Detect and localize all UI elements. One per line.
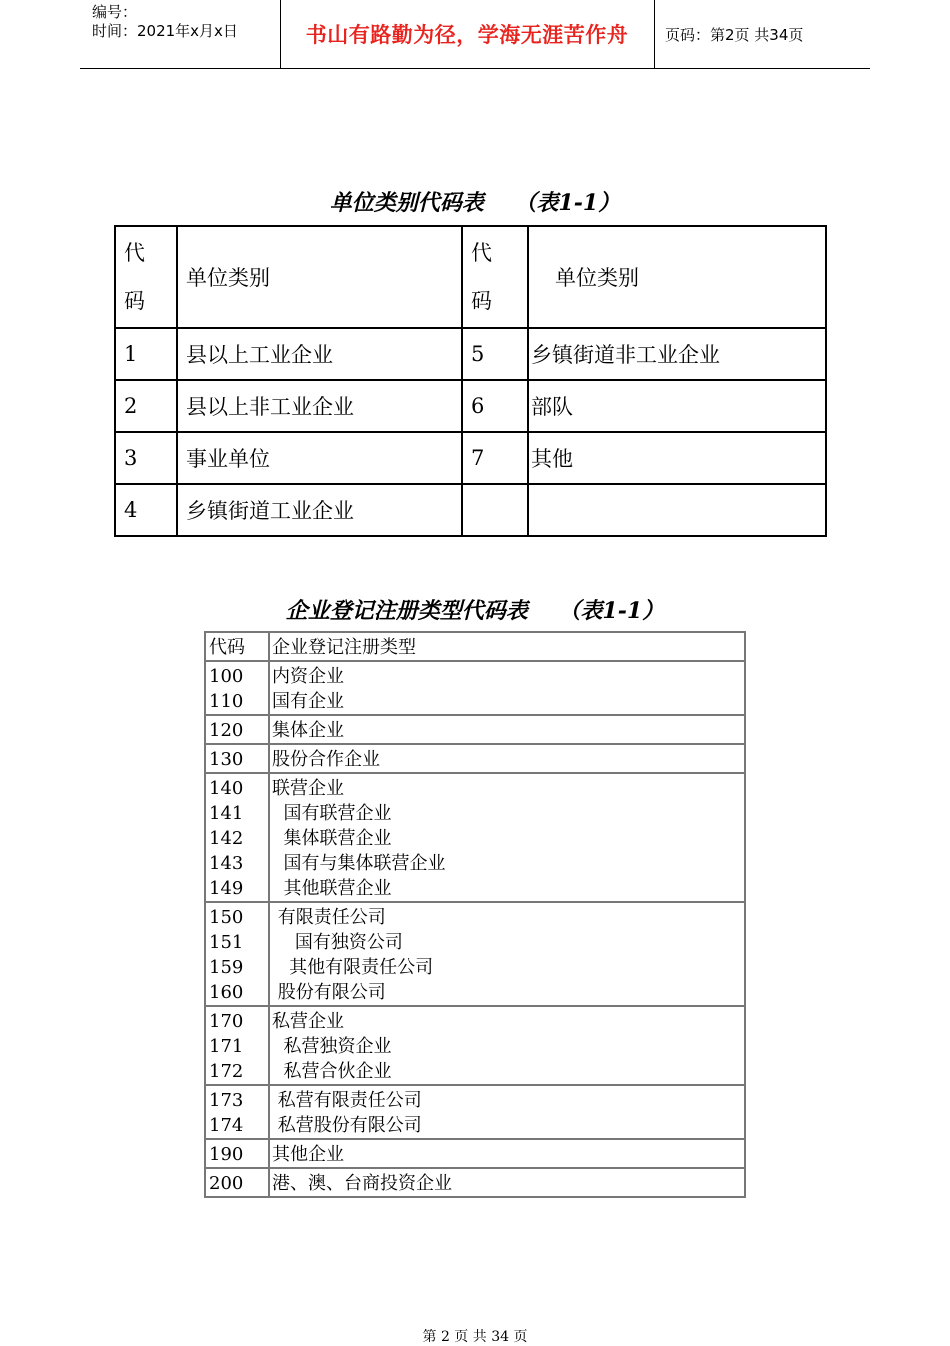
- type-column: [270, 633, 744, 660]
- unit-category-table: [114, 225, 827, 537]
- table-row-group: [206, 903, 744, 1007]
- category-header-2-label: 单位类别: [555, 266, 639, 290]
- type-name: 港、澳、台商投资企业: [272, 1173, 452, 1194]
- type-name: 私营有限责任公司: [272, 1090, 422, 1111]
- type-code: 110: [209, 691, 244, 712]
- type-code: 130: [209, 749, 244, 770]
- row-category: 乡镇街道工业企业: [177, 484, 462, 536]
- unit-category-table-title: 单位类别代码表 （表1-1）: [329, 190, 621, 216]
- page-header: [80, 0, 870, 69]
- category-header-2: [528, 226, 826, 328]
- table-row-group: [206, 716, 744, 745]
- table-row-group: [206, 1086, 744, 1140]
- type-code: 142: [209, 828, 244, 849]
- type-code: 171: [209, 1036, 244, 1057]
- type-name: 股份有限公司: [272, 982, 386, 1003]
- code-column: [206, 1007, 270, 1084]
- table-header-row: [206, 633, 744, 662]
- type-code: 140: [209, 778, 244, 799]
- row-code: 2: [115, 380, 177, 432]
- code-column: [206, 1169, 270, 1196]
- category-header: 单位类别: [177, 226, 462, 328]
- row-code-2: 5: [462, 328, 528, 380]
- registration-type-table-title: 企业登记注册类型代码表 （表1-1）: [285, 598, 665, 624]
- type-column: [270, 716, 744, 743]
- type-name: 联营企业: [272, 778, 344, 799]
- type-name: 集体联营企业: [272, 828, 392, 849]
- row-code-2: 6: [462, 380, 528, 432]
- row-category: 事业单位: [177, 432, 462, 484]
- header-page-info: 页码：第2页 共34页: [665, 25, 804, 44]
- header-meta: [80, 0, 281, 68]
- code-column: [206, 745, 270, 772]
- type-name: 股份合作企业: [272, 749, 380, 770]
- table-header-row: [115, 226, 826, 328]
- header-motto: 书山有路勤为径，学海无涯苦作舟: [280, 0, 655, 68]
- type-column: [270, 745, 744, 772]
- code-header-2-top: 代: [471, 241, 492, 265]
- row-category-2: [528, 484, 826, 536]
- row-code-2: [462, 484, 528, 536]
- code-column: [206, 716, 270, 743]
- type-code: 143: [209, 853, 244, 874]
- table-row: [115, 484, 826, 536]
- row-code-2: 7: [462, 432, 528, 484]
- type-name: 私营股份有限公司: [272, 1115, 422, 1136]
- type-name: 国有与集体联营企业: [272, 853, 446, 874]
- code-column: [206, 662, 270, 714]
- type-header: 企业登记注册类型: [272, 637, 416, 658]
- type-column: [270, 1086, 744, 1138]
- type-code: 120: [209, 720, 244, 741]
- row-category: 县以上工业企业: [177, 328, 462, 380]
- table-row-group: [206, 774, 744, 903]
- code-column: [206, 1086, 270, 1138]
- type-code: 159: [209, 957, 244, 978]
- table-row: [115, 432, 826, 484]
- type-name: 其他联营企业: [272, 878, 392, 899]
- type-code: 141: [209, 803, 244, 824]
- type-name: 集体企业: [272, 720, 344, 741]
- type-name: 私营企业: [272, 1011, 344, 1032]
- table-row-group: [206, 745, 744, 774]
- code-column: [206, 903, 270, 1005]
- type-code: 151: [209, 932, 244, 953]
- type-name: 国有独资公司: [272, 932, 403, 953]
- code-header-bottom: 码: [124, 289, 145, 313]
- type-code: 200: [209, 1173, 244, 1194]
- code-header: 代码: [209, 637, 245, 658]
- row-code: 3: [115, 432, 177, 484]
- row-code: 4: [115, 484, 177, 536]
- code-column: [206, 633, 270, 660]
- type-column: [270, 662, 744, 714]
- code-header: [115, 226, 177, 328]
- row-category-2: 其他: [528, 432, 826, 484]
- code-column: [206, 774, 270, 901]
- type-code: 149: [209, 878, 244, 899]
- type-column: [270, 1007, 744, 1084]
- code-header-2-bottom: 码: [471, 289, 492, 313]
- table-row-group: [206, 1140, 744, 1169]
- type-code: 190: [209, 1144, 244, 1165]
- type-name: 其他有限责任公司: [272, 957, 434, 978]
- registration-type-table: [204, 631, 746, 1198]
- type-name: 国有联营企业: [272, 803, 392, 824]
- type-code: 100: [209, 666, 244, 687]
- table-row-group: [206, 1007, 744, 1086]
- type-code: 150: [209, 907, 244, 928]
- code-column: [206, 1140, 270, 1167]
- type-column: [270, 1140, 744, 1167]
- row-category-2: 乡镇街道非工业企业: [528, 328, 826, 380]
- type-code: 160: [209, 982, 244, 1003]
- type-code: 174: [209, 1115, 244, 1136]
- table-row-group: [206, 662, 744, 716]
- type-column: [270, 774, 744, 901]
- type-name: 国有企业: [272, 691, 344, 712]
- code-header-2: [462, 226, 528, 328]
- type-name: 有限责任公司: [272, 907, 386, 928]
- type-name: 其他企业: [272, 1144, 344, 1165]
- type-name: 私营合伙企业: [272, 1061, 392, 1082]
- document-number-label: 编号：: [92, 3, 138, 21]
- table-row: [115, 328, 826, 380]
- table-row: [115, 380, 826, 432]
- row-category-2: 部队: [528, 380, 826, 432]
- type-code: 172: [209, 1061, 244, 1082]
- document-time: 时间：2021年x月x日: [92, 22, 238, 40]
- type-code: 173: [209, 1090, 244, 1111]
- type-column: [270, 1169, 744, 1196]
- type-column: [270, 903, 744, 1005]
- page-footer: 第 2 页 共 34 页: [422, 1329, 528, 1345]
- type-name: 私营独资企业: [272, 1036, 392, 1057]
- table-row-group: [206, 1169, 744, 1196]
- type-code: 170: [209, 1011, 244, 1032]
- type-name: 内资企业: [272, 666, 344, 687]
- code-header-top: 代: [124, 241, 145, 265]
- row-code: 1: [115, 328, 177, 380]
- row-category: 县以上非工业企业: [177, 380, 462, 432]
